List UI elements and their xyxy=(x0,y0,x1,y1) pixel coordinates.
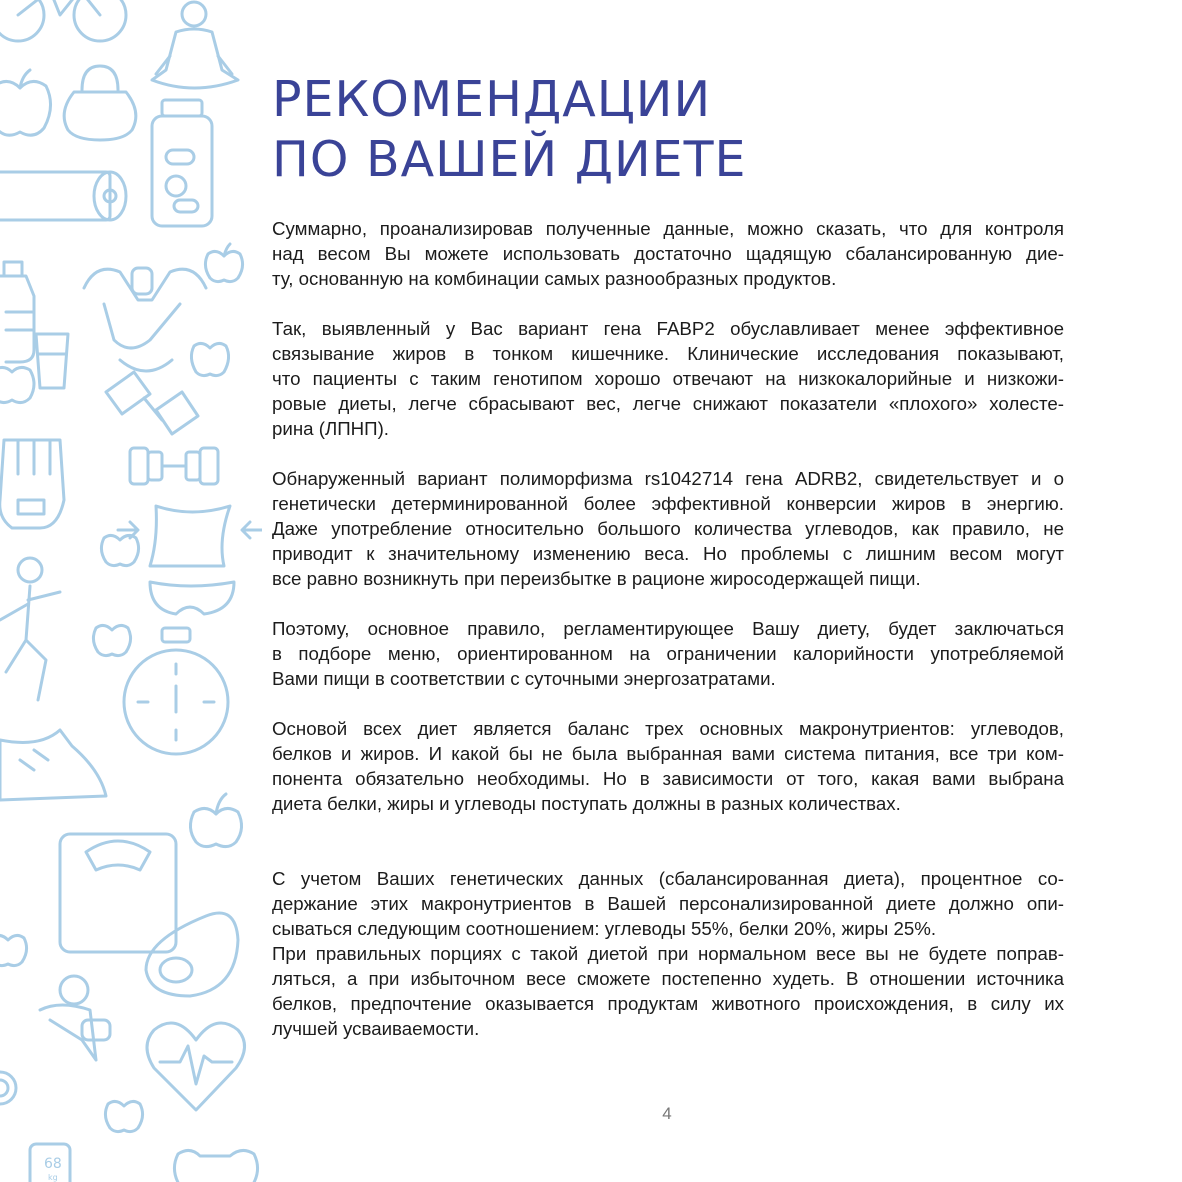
stopwatch-icon xyxy=(124,628,228,754)
text-line: в подборе меню, ориентированном на ограничении калорийности употребляемой xyxy=(272,643,1064,664)
apple-icon xyxy=(101,535,138,565)
page-number: 4 xyxy=(662,1104,672,1123)
text-line: Обнаруженный вариант полиморфизма rs1042714 гена ADRB2, свидетельствует и о xyxy=(272,468,1064,489)
text-line: С учетом Ваших генетических данных (сбалансированная диета), процентное со- xyxy=(272,868,1064,889)
decorative-fitness-pattern xyxy=(0,0,262,1182)
text-line: Даже употребление относительно большого количества углеводов, как правило, не xyxy=(272,518,1064,539)
page-title xyxy=(272,70,1064,190)
watch-unit: kg xyxy=(48,1173,58,1182)
paragraph-summary xyxy=(272,216,1064,291)
glove-icon xyxy=(0,440,64,528)
paragraph-macronutrients xyxy=(272,716,1064,816)
text-line: При правильных порциях с такой диетой при нормальном весе вы не будете поправ- xyxy=(272,943,1064,964)
text-line: ляться, а при избыточном весе сможете постепенно худеть. В отношении источника xyxy=(272,968,1064,989)
runner-icon xyxy=(0,558,60,700)
text-line: рина (ЛПНП). xyxy=(272,418,389,439)
waist-measure-icon xyxy=(118,506,262,614)
paragraph-adrb2 xyxy=(272,466,1064,591)
avocado-icon xyxy=(146,913,238,996)
dumbbell-icon xyxy=(106,372,198,434)
sneaker-icon xyxy=(0,730,106,800)
paragraph-fabp2 xyxy=(272,316,1064,441)
text-line: над весом Вы можете использовать достаточно щадящую сбалансированную дие- xyxy=(272,243,1064,264)
text-line: что пациенты с таким генотипом хорошо отвечают на низкокалорийные и низкожи- xyxy=(272,368,1064,389)
yoga-person-icon xyxy=(152,2,238,88)
apple-icon xyxy=(205,244,242,282)
text-line: держание этих макронутриентов в Вашей персонализированной диете должно опи- xyxy=(272,893,1064,914)
dumbbell-icon xyxy=(130,448,218,484)
kettlebell-icon xyxy=(64,66,136,140)
glass-icon xyxy=(36,334,68,388)
main-content xyxy=(272,70,1064,1066)
text-line: понента обязательно необходимы. Но в зависимости от того, какая вами выбрана xyxy=(272,768,1064,789)
text-line: сываться следующим соотношением: углеводы 55%, белки 20%, жиры 25%. xyxy=(272,918,937,939)
text-line: Поэтому, основное правило, регламентирующее Вашу диету, будет заключаться xyxy=(272,618,1064,639)
bottle-icon xyxy=(0,262,34,362)
text-line: Вами пищи в соответствии с суточными энергозатратами. xyxy=(272,668,776,689)
weightlifter-icon xyxy=(40,976,110,1060)
text-line: Суммарно, проанализировав полученные данные, можно сказать, что для контроля xyxy=(272,218,1064,239)
dumbbell-icon xyxy=(0,1072,16,1104)
apple-icon xyxy=(190,794,241,847)
watch-number: 68 xyxy=(44,1156,62,1172)
text-line: приводит к значительному изменению веса. Но проблемы с лишним весом могут xyxy=(272,543,1064,564)
pill-jar-icon xyxy=(152,100,212,226)
text-line: Так, выявленный у Вас вариант гена FABP2 обуславливает менее эффективное xyxy=(272,318,1064,339)
bodybuilder-icon xyxy=(84,268,206,371)
bathroom-scale-icon xyxy=(60,834,176,952)
apple-icon xyxy=(0,70,51,135)
bicycle-icon xyxy=(0,0,126,41)
heart-pulse-icon xyxy=(147,1023,245,1110)
text-line: белков, предпочтение оказывается продуктам животного происхождения, в силу их xyxy=(272,993,1064,1014)
text-line: генетически детерминированной более эффективной конверсии жиров в энергию. xyxy=(272,493,1064,514)
apple-icon xyxy=(93,625,130,655)
text-line: Основой всех диет является баланс трех основных макронутриентов: углеводов, xyxy=(272,718,1064,739)
text-line: все равно возникнуть при переизбытке в рационе жиросодержащей пищи. xyxy=(272,568,921,589)
text-line: ровые диеты, легче сбрасывают вес, легче снижают показатели «плохого» холесте- xyxy=(272,393,1064,414)
paragraph-main-rule xyxy=(272,616,1064,691)
text-line: диета белки, жиры и углеводы поступать должны в разных количествах. xyxy=(272,793,901,814)
text-line: ту, основанную на комбинации самых разнообразных продуктов. xyxy=(272,268,837,289)
title-line-2: ПО ВАШЕЙ ДИЕТЕ xyxy=(272,131,747,188)
yoga-mat-icon xyxy=(0,172,126,220)
apple-icon xyxy=(174,1150,257,1182)
title-line-1: РЕКОМЕНДАЦИИ xyxy=(272,71,712,128)
paragraph-ratio xyxy=(272,866,1064,1041)
body-text xyxy=(272,216,1064,1041)
text-line: связывание жиров в тонком кишечнике. Клинические исследования показывают, xyxy=(272,343,1064,364)
text-line: лучшей усваиваемости. xyxy=(272,1018,480,1039)
apple-icon xyxy=(0,935,27,965)
text-line: белков и жиров. И какой бы не была выбранная вами система питания, все три ком- xyxy=(272,743,1064,764)
